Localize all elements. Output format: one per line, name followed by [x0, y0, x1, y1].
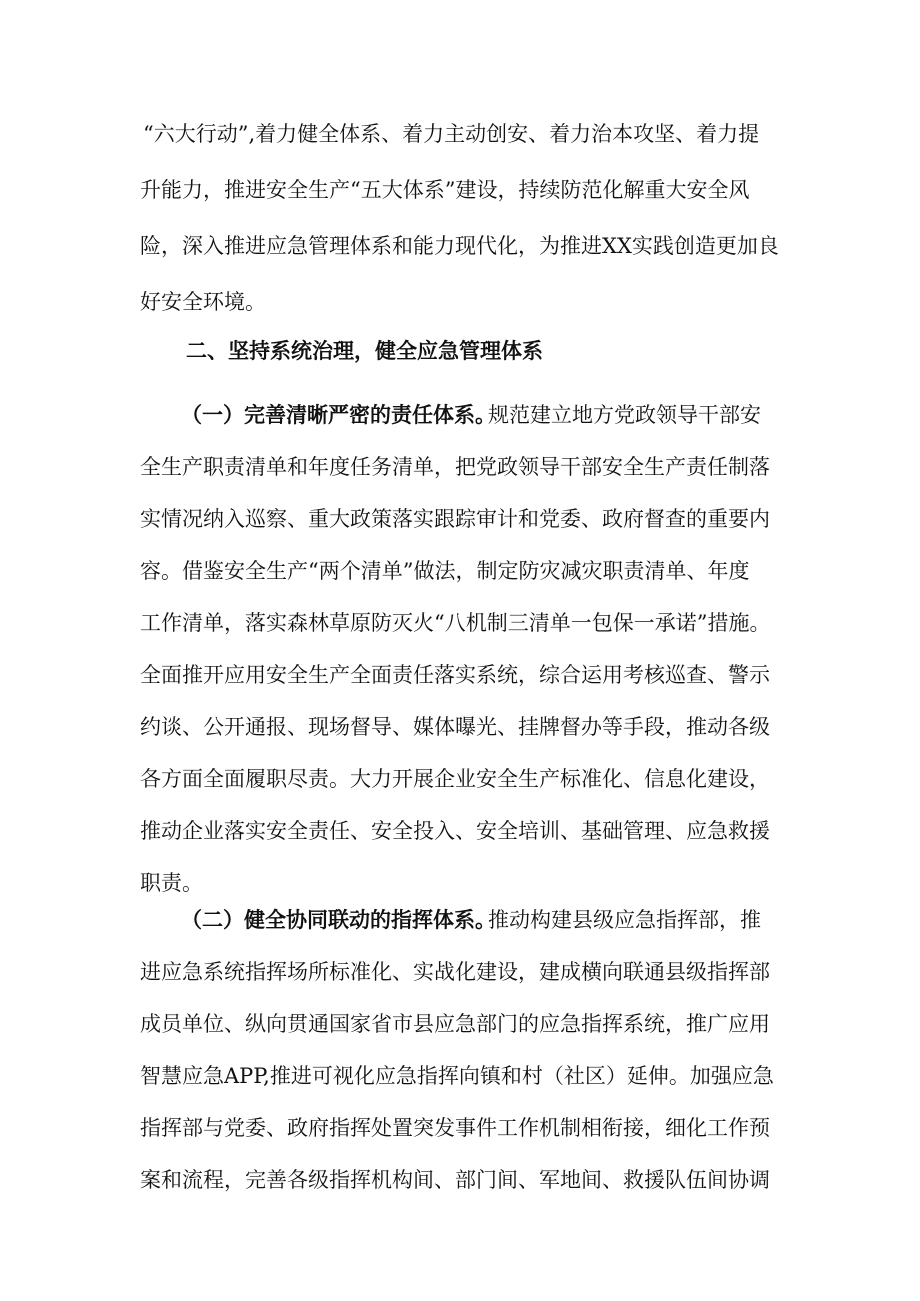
subsection-1-line-7 — [0, 707, 920, 747]
subsection-1-text: 全生产职责清单和年度任务清单，把党政领导干部安全生产责任制落 — [140, 455, 770, 479]
subsection-1-line-3 — [0, 499, 920, 539]
subsection-1-heading: （一）完善清晰严密的责任体系。 — [181, 402, 496, 427]
intro-text: 好安全环境。 — [140, 290, 266, 314]
subsection-1-line-10 — [0, 863, 920, 903]
subsection-2-text: 案和流程，完善各级指挥机构间、部门间、军地间、救援队伍间协调 — [140, 1168, 770, 1192]
subsection-2-text: 智慧应急APP,推进可视化应急指挥向镇和村（社区）延伸。加强应急 — [140, 1064, 774, 1088]
subsection-2-heading: （二）健全协同联动的指挥体系。 — [181, 907, 496, 932]
subsection-1-text: 约谈、公开通报、现场督导、媒体曝光、挂牌督办等手段，推动各级 — [140, 715, 770, 739]
subsection-1-line-9 — [0, 811, 920, 851]
subsection-1-line-5 — [0, 603, 920, 643]
intro-text: 升能力，推进安全生产“五大体系”建设，持续防范化解重大安全风 — [140, 178, 750, 202]
subsection-1-text: 全面推开应用安全生产全面责任落实系统，综合运用考核巡查、警示 — [140, 663, 770, 687]
intro-text: 险，深入推进应急管理体系和能力现代化，为推进XX实践创造更加良 — [140, 234, 779, 258]
subsection-1-line-8 — [0, 759, 920, 799]
intro-line-2 — [0, 170, 920, 210]
subsection-2-text: 推动构建县级应急指挥部，推 — [488, 908, 761, 932]
subsection-1-line-6 — [0, 655, 920, 695]
subsection-2-line-1 — [0, 900, 920, 940]
subsection-2-text: 指挥部与党委、政府指挥处置突发事件工作机制相衔接，细化工作预 — [140, 1116, 770, 1140]
subsection-1-text: 容。借鉴安全生产“两个清单”做法，制定防灾减灾职责清单、年度 — [140, 559, 750, 583]
subsection-1-text: 各方面全面履职尽责。大力开展企业安全生产标准化、信息化建设， — [140, 767, 770, 791]
subsection-1-text: 推动企业落实安全责任、安全投入、安全培训、基础管理、应急救援 — [140, 819, 770, 843]
subsection-2-text: 成员单位、纵向贯通国家省市县应急部门的应急指挥系统，推广应用 — [140, 1012, 770, 1036]
subsection-1-line-1 — [0, 395, 920, 435]
subsection-1-text: 规范建立地方党政领导干部安 — [488, 403, 761, 427]
intro-line-4 — [0, 282, 920, 322]
subsection-1-text: 职责。 — [140, 871, 203, 895]
subsection-1-text: 实情况纳入巡察、重大政策落实跟踪审计和党委、政府督查的重要内 — [140, 507, 770, 531]
subsection-1-line-2 — [0, 447, 920, 487]
intro-line-3 — [0, 226, 920, 266]
section-heading — [0, 331, 920, 371]
section-heading-text: 二、坚持系统治理，健全应急管理体系 — [186, 338, 543, 363]
subsection-2-line-4 — [0, 1056, 920, 1096]
subsection-2-line-2 — [0, 952, 920, 992]
subsection-2-text: 进应急系统指挥场所标准化、实战化建设，建成横向联通县级指挥部 — [140, 960, 770, 984]
subsection-1-text: 工作清单，落实森林草原防灭火“八机制三清单一包保一承诺”措施。 — [140, 611, 771, 635]
subsection-2-line-3 — [0, 1004, 920, 1044]
intro-line-1 — [0, 114, 920, 154]
subsection-1-line-4 — [0, 551, 920, 591]
subsection-2-line-5 — [0, 1108, 920, 1148]
subsection-2-line-6 — [0, 1160, 920, 1200]
intro-text: “六大行动”,着力健全体系、着力主动创安、着力治本攻坚、着力提 — [143, 122, 760, 146]
